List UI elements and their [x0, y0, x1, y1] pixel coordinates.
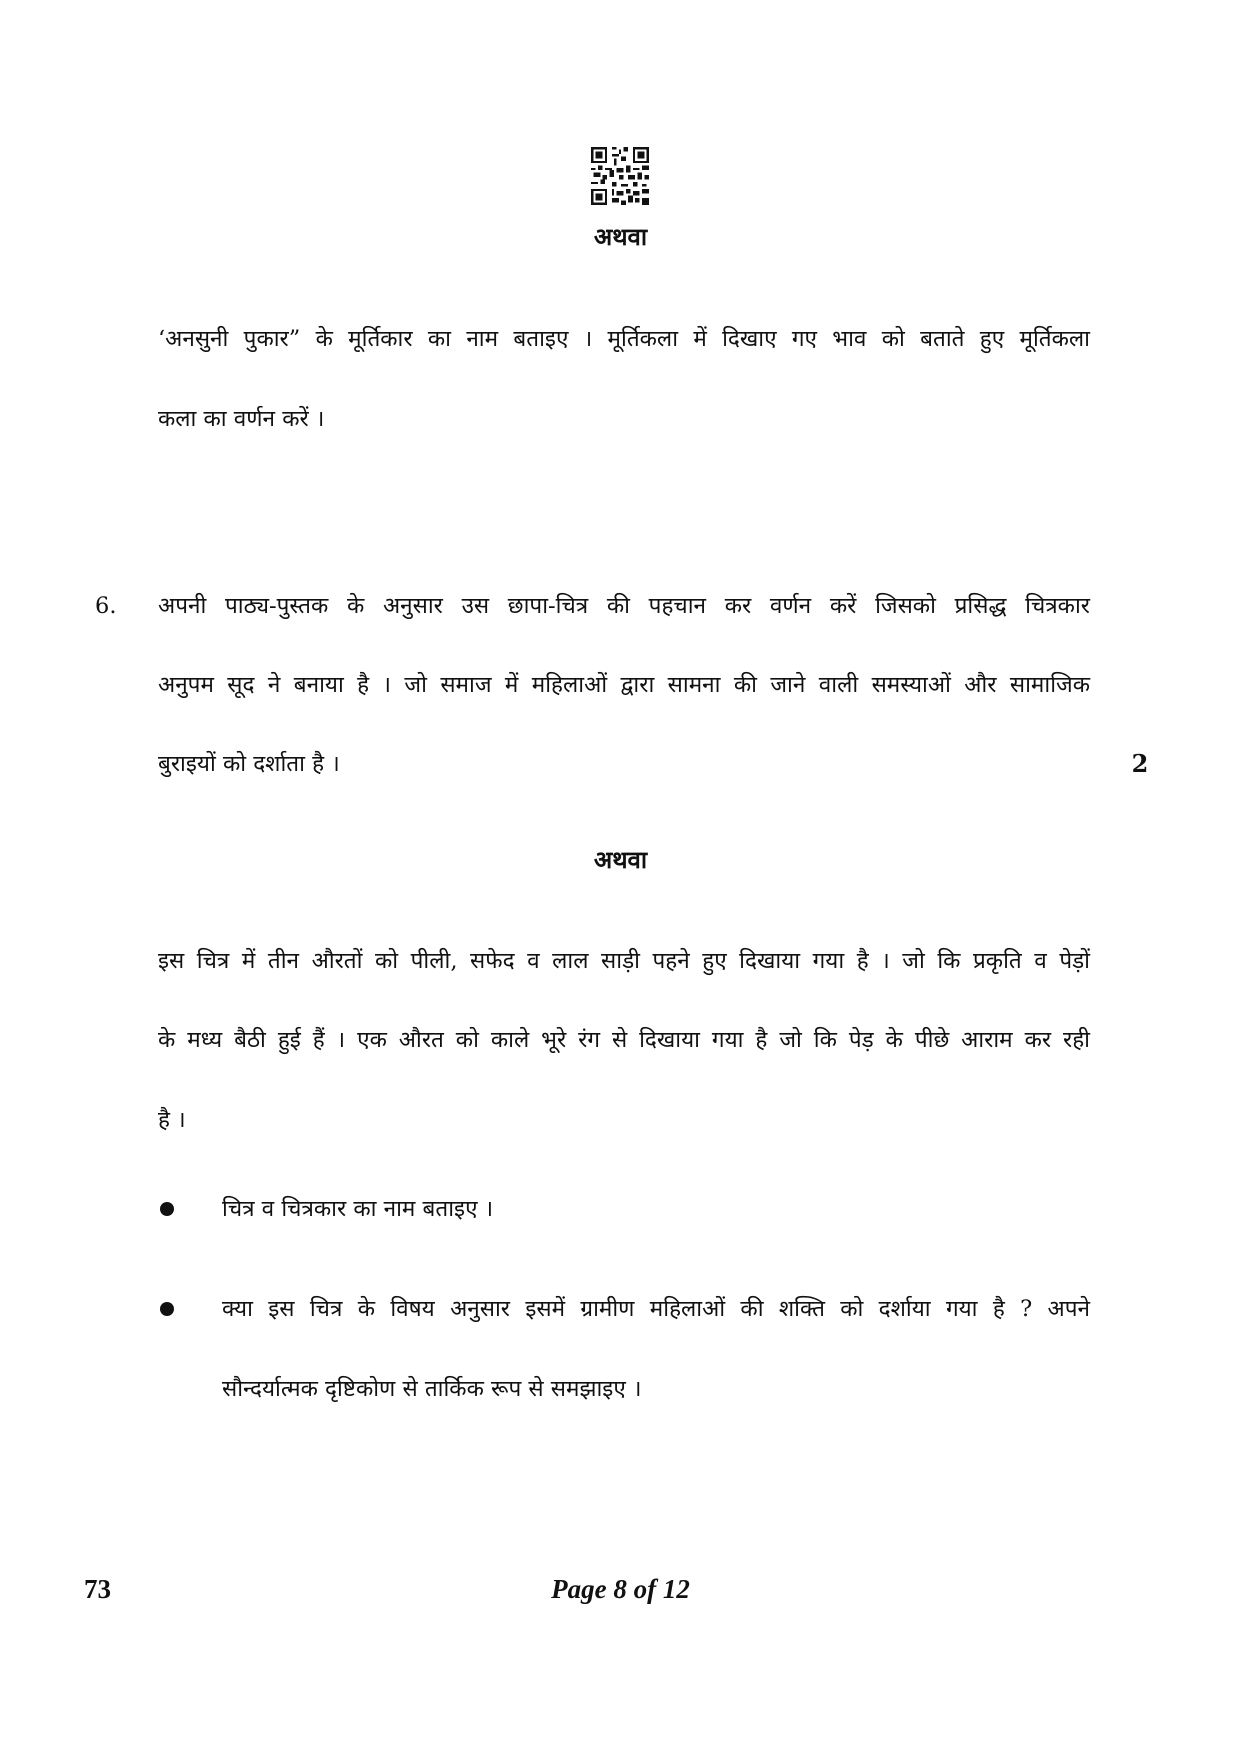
page-number: Page 8 of 12 — [551, 1574, 690, 1604]
bullet-1-line-1: चित्र व चित्रकार का नाम बताइए । — [222, 1196, 494, 1222]
question-6-line-3: बुराइयों को दर्शाता है । — [158, 751, 340, 777]
bullet-icon — [160, 1302, 174, 1316]
or-heading: अथवा — [593, 845, 648, 874]
question-6-line-2: अनुपम सूद ने बनाया है । जो समाज में महिलाओं द्वारा सामना की जाने वाली समस्याओं और सामाजिक — [158, 672, 1090, 698]
question-5-alt-line-2: कला का वर्णन करें । — [158, 406, 325, 432]
bullet-2-line-1: क्या इस चित्र के विषय अनुसार इसमें ग्रामीण महिलाओं की शक्ति को दर्शाया गया है ? अपने — [222, 1296, 1090, 1322]
question-6-line-1: अपनी पाठ्य-पुस्तक के अनुसार उस छापा-चित्र की पहचान कर वर्णन करें जिसको प्रसिद्ध चित्रकार — [158, 593, 1090, 619]
bullet-2-line-2: सौन्दर्यात्मक दृष्टिकोण से तार्किक रूप से समझाइए । — [222, 1376, 642, 1402]
question-6-alt-line-3: है । — [158, 1107, 186, 1133]
qr-code-image — [591, 146, 649, 206]
bullet-icon — [160, 1202, 174, 1216]
question-6-alt-line-1: इस चित्र में तीन औरतों को पीली, सफेद व लाल साड़ी पहने हुए दिखाया गया है । जो कि प्रकृति व पेड़ों — [158, 948, 1090, 974]
question-5-alt-line-1: ‘अनसुनी पुकार” के मूर्तिकार का नाम बताइए । मूर्तिकला में दिखाए गए भाव को बताते हुए मूर्तिकला — [158, 326, 1090, 352]
or-heading: अथवा — [593, 222, 648, 251]
question-6-number: 6. — [95, 593, 117, 619]
question-6-alt-line-2: के मध्य बैठी हुई हैं । एक औरत को काले भूरे रंग से दिखाया गया है जो कि पेड़ के पीछे आराम कर रही — [158, 1027, 1090, 1053]
question-6-marks: 2 — [1131, 749, 1149, 778]
paper-code: 73 — [84, 1574, 111, 1604]
